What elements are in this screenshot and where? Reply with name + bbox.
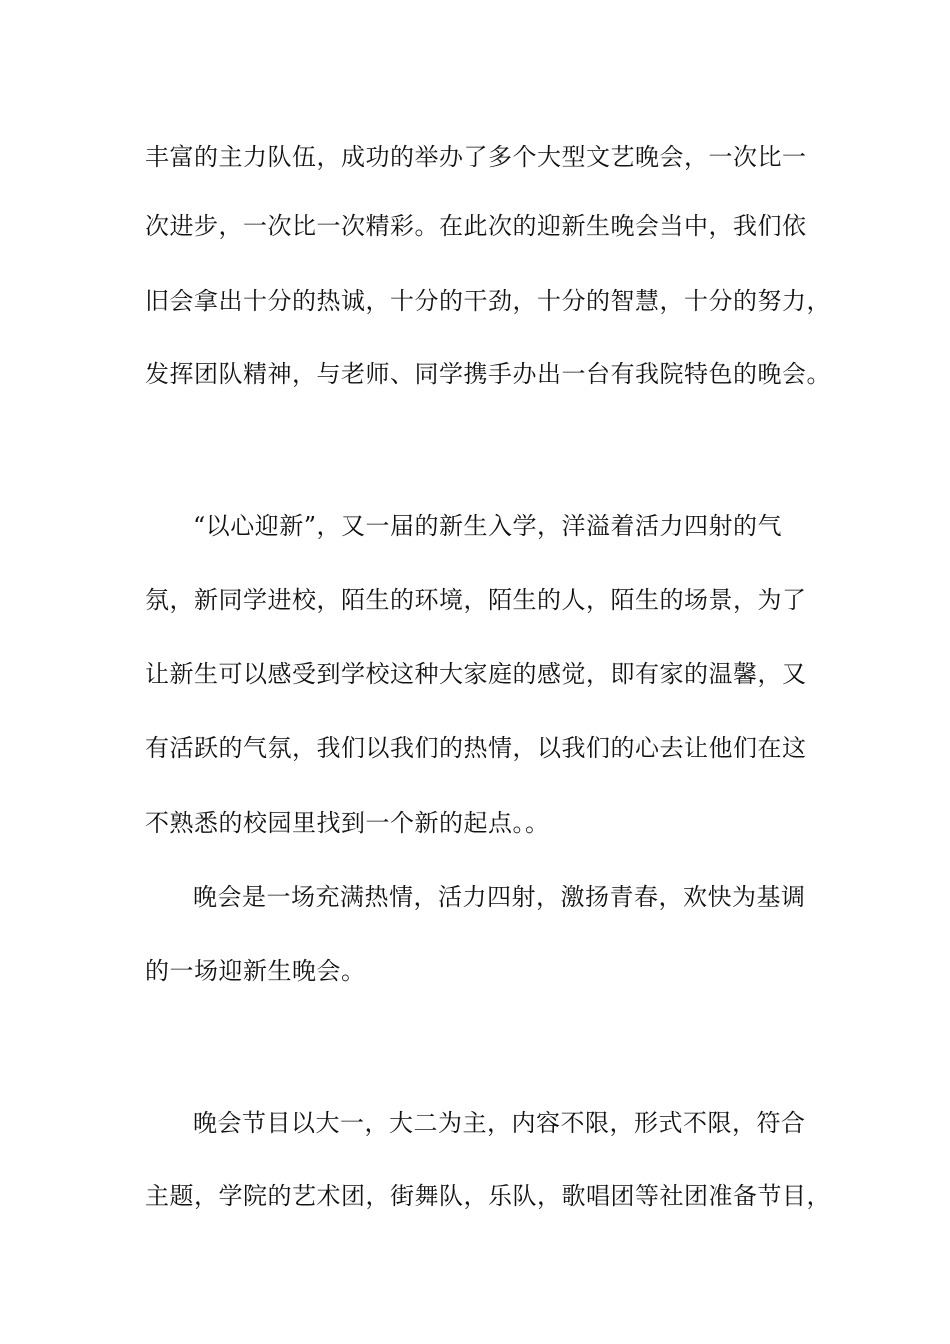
paragraph-2-line-2: 氛，新同学进校，陌生的环境，陌生的人，陌生的场景，为了 — [145, 586, 807, 614]
paragraph-2-line-4: 有活跃的气氛，我们以我们的热情，以我们的心去让他们在这 — [145, 734, 807, 762]
paragraph-1-line-2: 次进步，一次比一次精彩。在此次的迎新生晚会当中，我们依 — [145, 212, 807, 240]
paragraph-4-line-1: 晚会节目以大一，大二为主，内容不限，形式不限，符合 — [193, 1109, 806, 1137]
paragraph-1-line-4: 发挥团队精神，与老师、同学携手办出一台有我院特色的晚会。 — [145, 360, 831, 388]
paragraph-1-line-1: 丰富的主力队伍，成功的举办了多个大型文艺晚会，一次比一 — [145, 143, 807, 171]
paragraph-3-line-2: 的一场迎新生晚会。 — [145, 957, 366, 985]
paragraph-2-line-5: 不熟悉的校园里找到一个新的起点。。 — [145, 809, 550, 837]
paragraph-2-line-1: “以心迎新”，又一届的新生入学，洋溢着活力四射的气 — [193, 512, 783, 540]
paragraph-4-line-2: 主题，学院的艺术团，街舞队，乐队，歌唱团等社团准备节目， — [145, 1182, 831, 1210]
paragraph-3-line-1: 晚会是一场充满热情，活力四射，激扬青春，欢快为基调 — [193, 883, 806, 911]
paragraph-2-line-3: 让新生可以感受到学校这种大家庭的感觉，即有家的温馨，又 — [145, 660, 807, 688]
paragraph-1-line-3: 旧会拿出十分的热诚，十分的干劲，十分的智慧，十分的努力， — [145, 287, 831, 315]
